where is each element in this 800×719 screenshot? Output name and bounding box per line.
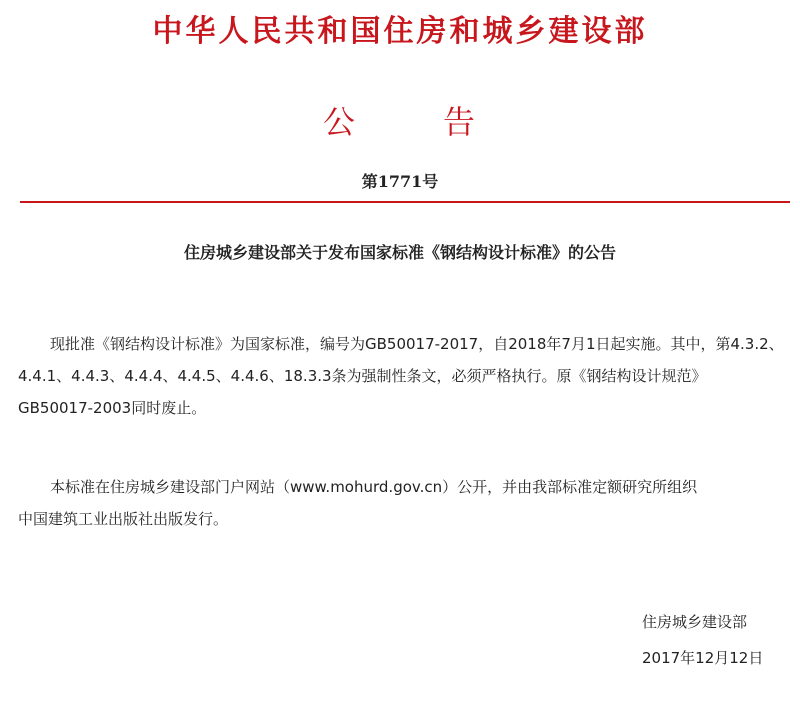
issue-date: 2017年12月12日 bbox=[642, 649, 764, 667]
paragraph-1-line-3: GB50017-2003同时废止。 bbox=[18, 399, 207, 417]
notice-subject: 住房城乡建设部关于发布国家标准《钢结构设计标准》的公告 bbox=[183, 243, 616, 262]
issuer: 住房城乡建设部 bbox=[642, 613, 748, 631]
signature-block bbox=[642, 604, 792, 676]
notice-heading-char-2: 告 bbox=[443, 103, 478, 141]
document-number: 第1771号 bbox=[361, 172, 439, 191]
paragraph-1-line-1: 现批准《钢结构设计标准》为国家标准，编号为GB50017-2017，自2018年7月1日起实施。其中，第4.3.2、 bbox=[50, 335, 784, 353]
notice-heading-char-1: 公 bbox=[322, 103, 357, 141]
notice-heading bbox=[0, 100, 800, 144]
red-divider bbox=[20, 201, 790, 203]
paragraph-2-line-2: 中国建筑工业出版社出版发行。 bbox=[18, 510, 229, 528]
paragraph-1 bbox=[18, 328, 788, 424]
paragraph-1-line-2: 4.4.1、4.4.3、4.4.4、4.4.5、4.4.6、18.3.3条为强制性条文，必须严格执行。原《钢结构设计规范》 bbox=[18, 367, 707, 385]
paragraph-2-line-1: 本标准在住房城乡建设部门户网站（www.mohurd.gov.cn）公开，并由我部标准定额研究所组织 bbox=[50, 478, 698, 496]
ministry-title: 中华人民共和国住房和城乡建设部 bbox=[152, 14, 648, 49]
paragraph-2 bbox=[18, 471, 788, 535]
